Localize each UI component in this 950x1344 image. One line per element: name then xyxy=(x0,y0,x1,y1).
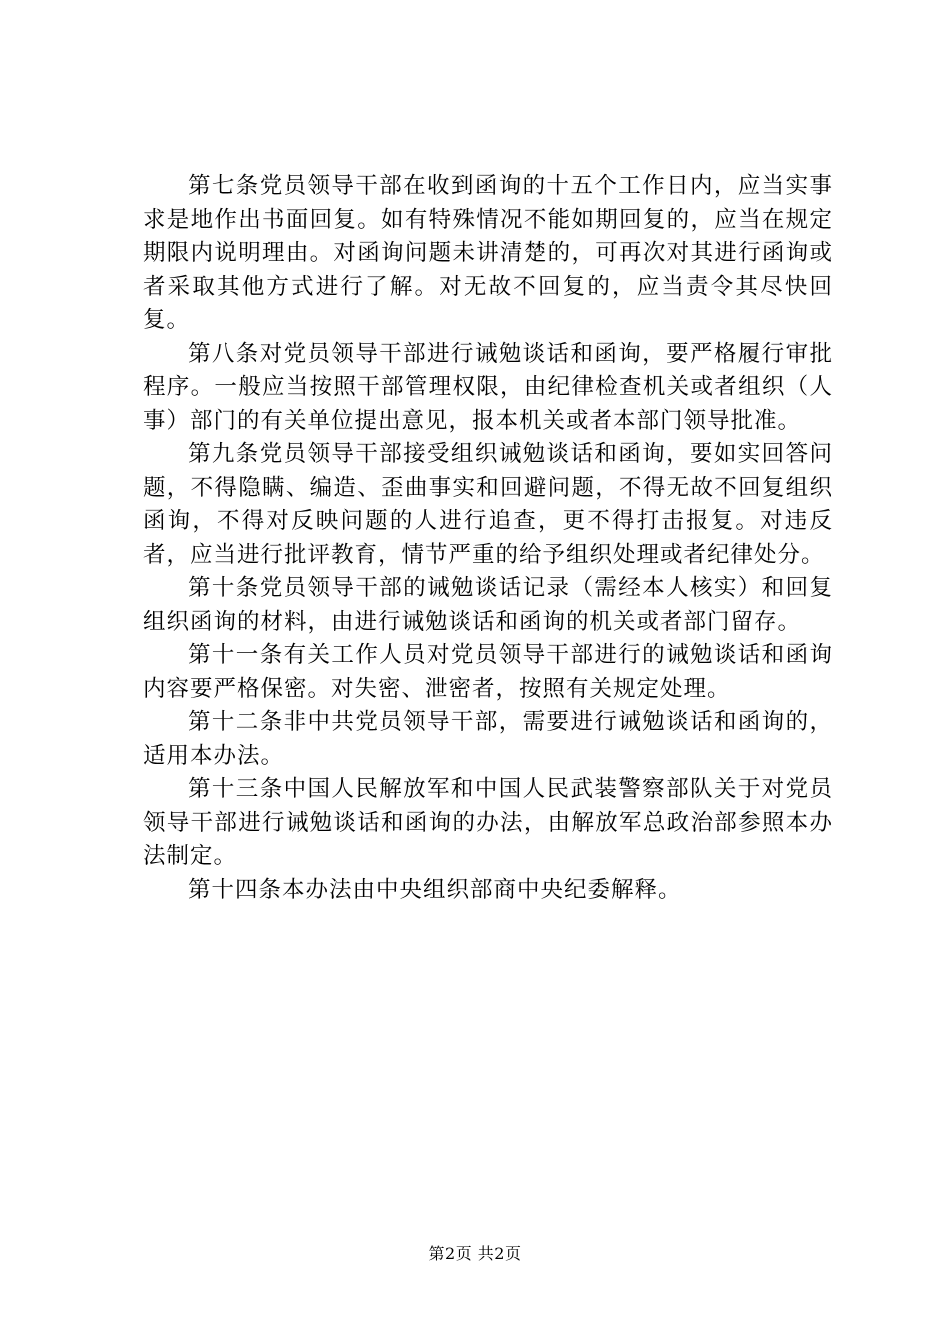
article-10-paragraph: 第十条党员领导干部的诫勉谈话记录（需经本人核实）和回复组织函询的材料，由进行诫勉谈话和函询的机关或者部门留存。 xyxy=(143,575,833,635)
article-8-paragraph: 第八条对党员领导干部进行诫勉谈话和函询，要严格履行审批程序。一般应当按照干部管理权限，由纪律检查机关或者组织（人事）部门的有关单位提出意见，报本机关或者本部门领导批准。 xyxy=(143,340,833,434)
article-14-paragraph: 第十四条本办法由中央组织部商中央纪委解释。 xyxy=(188,876,682,903)
article-7-paragraph: 第七条党员领导干部在收到函询的十五个工作日内，应当实事求是地作出书面回复。如有特殊情况不能如期回复的，应当在规定期限内说明理由。对函询问题未讲清楚的，可再次对其进行函询或者采取其他方式进行了解。对无故不回复的，应当责令其尽快回复。 xyxy=(143,173,833,333)
document-body xyxy=(143,170,833,907)
article-12-paragraph: 第十二条非中共党员领导干部，需要进行诫勉谈话和函询的，适用本办法。 xyxy=(143,709,833,769)
page-number-footer: 第2页 共2页 xyxy=(428,1244,522,1263)
article-9-paragraph: 第九条党员领导干部接受组织诫勉谈话和函询，要如实回答问题，不得隐瞒、编造、歪曲事实和回避问题，不得无故不回复组织函询，不得对反映问题的人进行追查，更不得打击报复。对违反者，应当进行批评教育，情节严重的给予组织处理或者纪律处分。 xyxy=(143,441,833,568)
article-13-paragraph: 第十三条中国人民解放军和中国人民武装警察部队关于对党员领导干部进行诫勉谈话和函询的办法，由解放军总政治部参照本办法制定。 xyxy=(143,776,833,869)
article-11-paragraph: 第十一条有关工作人员对党员领导干部进行的诫勉谈话和函询内容要严格保密。对失密、泄密者，按照有关规定处理。 xyxy=(143,642,833,702)
